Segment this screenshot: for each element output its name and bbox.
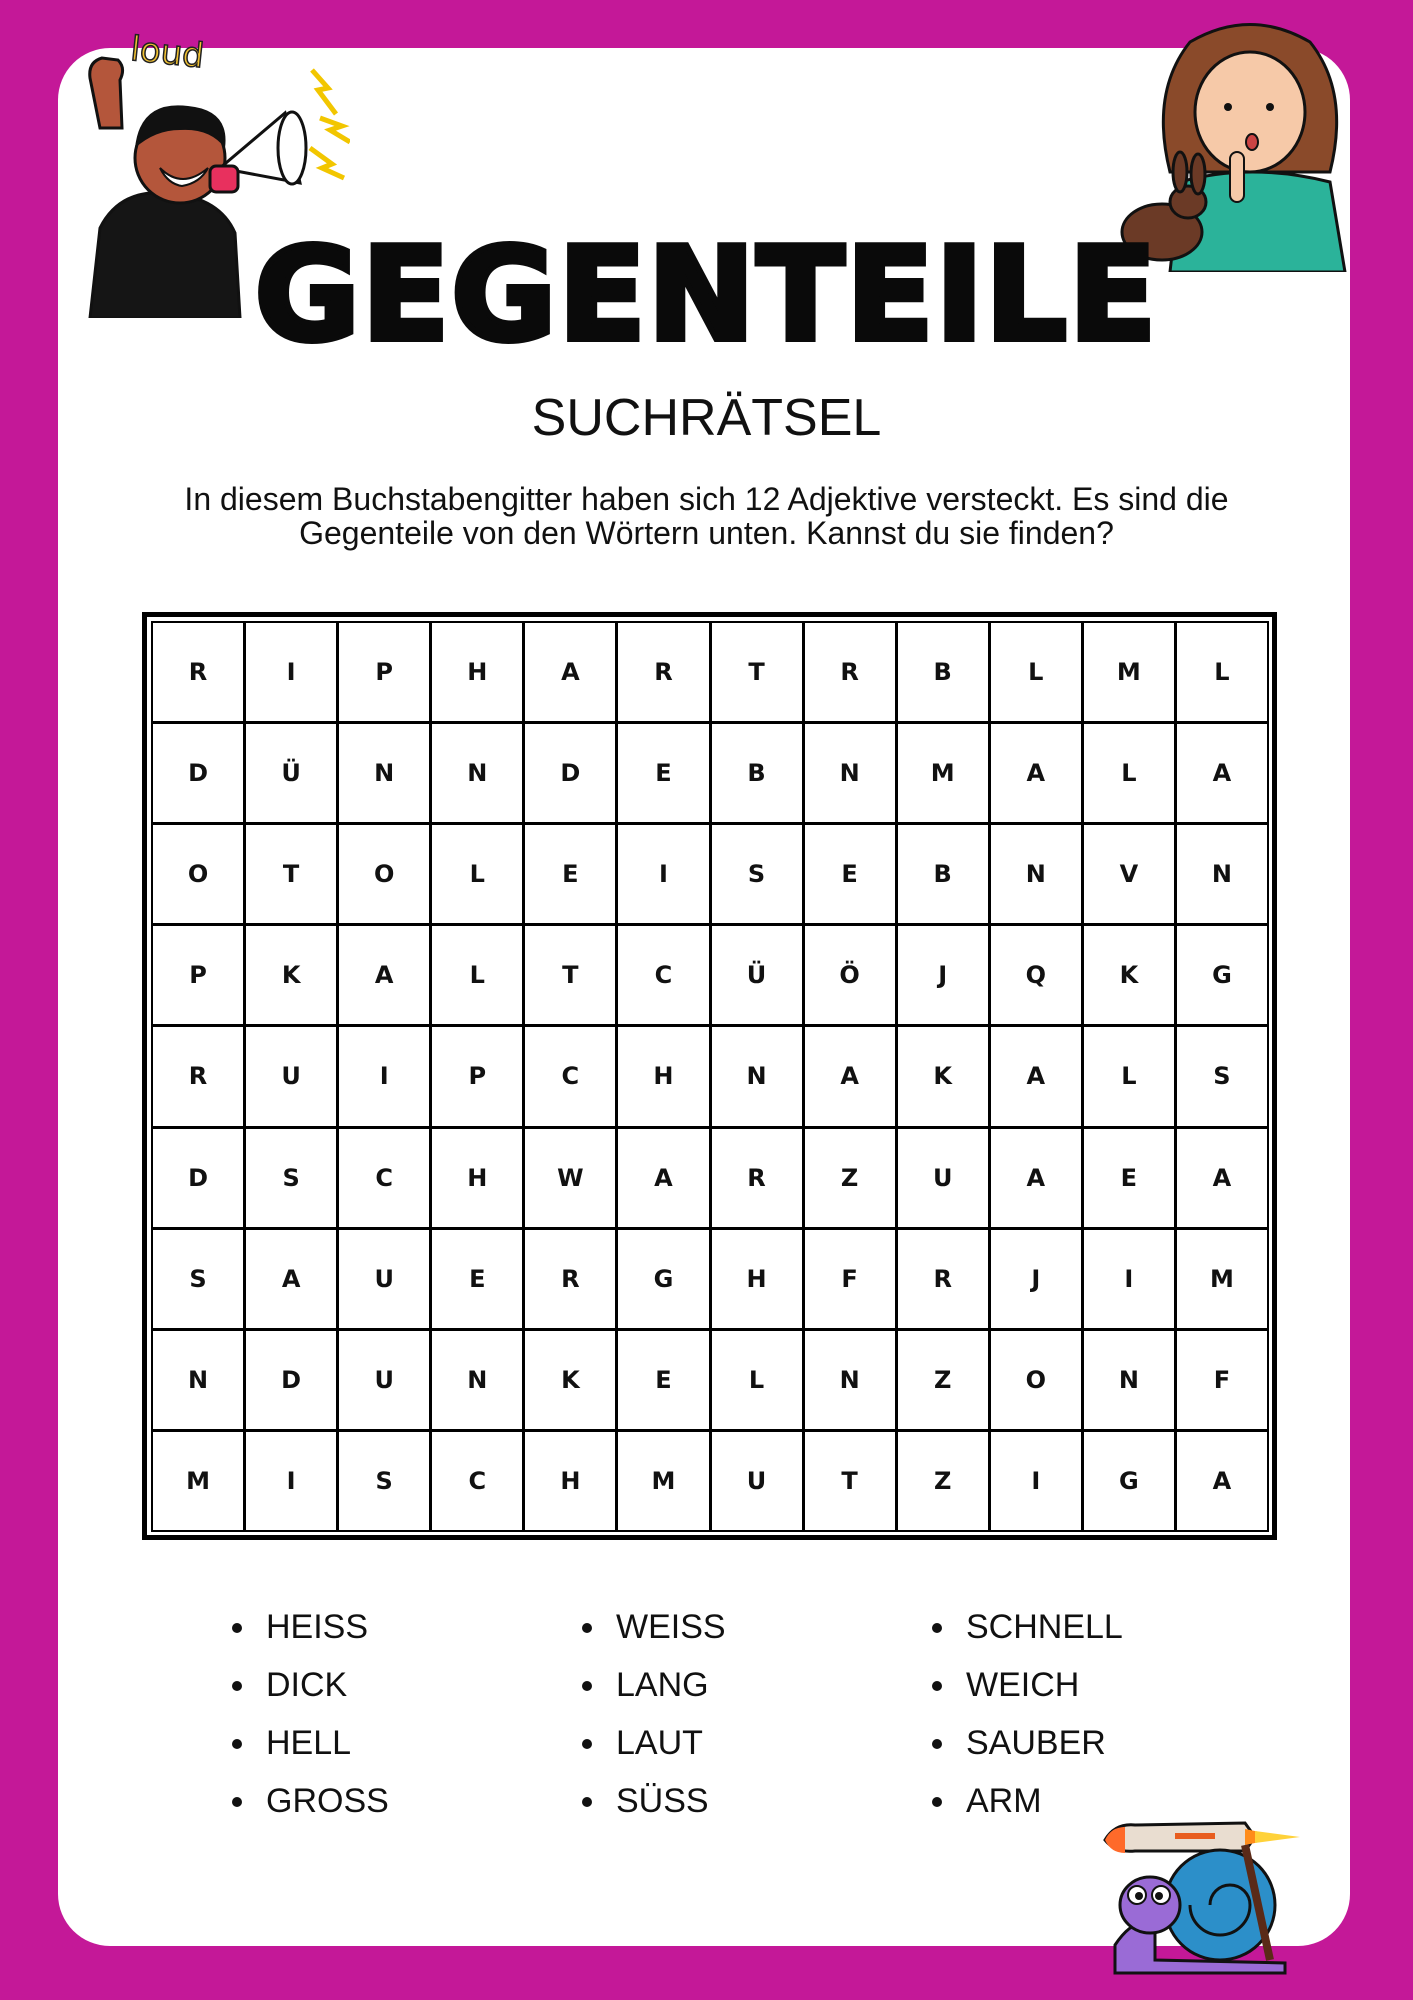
grid-cell: K [244, 924, 338, 1026]
grid-cell: U [337, 1228, 431, 1330]
grid-cell: Q [989, 924, 1083, 1026]
grid-cell: S [151, 1228, 245, 1330]
grid-cell: S [337, 1430, 431, 1532]
word-list-item: SAUBER [928, 1714, 1123, 1772]
grid-cell: Z [896, 1430, 990, 1532]
grid-cell: Z [803, 1127, 897, 1229]
grid-cell: N [151, 1329, 245, 1431]
grid-cell: B [896, 823, 990, 925]
word-list-column-1 [228, 1598, 389, 1830]
grid-cell: O [151, 823, 245, 925]
grid-cell: N [710, 1025, 804, 1127]
grid-cell: G [1175, 924, 1269, 1026]
grid-cell: O [337, 823, 431, 925]
grid-cell: A [523, 621, 617, 723]
grid-cell: T [523, 924, 617, 1026]
grid-cell: B [896, 621, 990, 723]
word-list-item: GROSS [228, 1772, 389, 1830]
grid-cell: E [803, 823, 897, 925]
word-list-item: WEICH [928, 1656, 1123, 1714]
grid-cell: K [523, 1329, 617, 1431]
word-list-item: WEISS [578, 1598, 726, 1656]
grid-cell: D [244, 1329, 338, 1431]
grid-cell: M [1082, 621, 1176, 723]
snail-rocket-illustration [1095, 1745, 1305, 1975]
word-list-item: SÜSS [578, 1772, 726, 1830]
grid-cell: K [1082, 924, 1176, 1026]
grid-cell: E [1082, 1127, 1176, 1229]
grid-cell: L [710, 1329, 804, 1431]
word-list-column-2 [578, 1598, 726, 1830]
grid-cell: N [803, 1329, 897, 1431]
grid-cell: C [523, 1025, 617, 1127]
page-subtitle: SUCHRÄTSEL [531, 389, 882, 447]
grid-cell: C [616, 924, 710, 1026]
grid-cell: T [710, 621, 804, 723]
grid-cell: R [616, 621, 710, 723]
grid-cell: V [1082, 823, 1176, 925]
grid-cell: I [244, 621, 338, 723]
word-list-item: ARM [928, 1772, 1123, 1830]
grid-cell: N [989, 823, 1083, 925]
loud-label: loud [128, 29, 206, 77]
grid-cell: N [1175, 823, 1269, 925]
grid-cell: A [1175, 1127, 1269, 1229]
grid-cell: H [430, 1127, 524, 1229]
grid-cell: P [430, 1025, 524, 1127]
grid-cell: N [430, 1329, 524, 1431]
grid-cell: L [430, 924, 524, 1026]
grid-cell: D [523, 722, 617, 824]
grid-cell: R [803, 621, 897, 723]
grid-cell: I [1082, 1228, 1176, 1330]
grid-cell: R [523, 1228, 617, 1330]
grid-cell: A [989, 1025, 1083, 1127]
grid-cell: F [1175, 1329, 1269, 1431]
grid-cell: P [151, 924, 245, 1026]
grid-cell: E [523, 823, 617, 925]
grid-cell: J [896, 924, 990, 1026]
grid-cell: M [896, 722, 990, 824]
grid-cell: I [244, 1430, 338, 1532]
grid-cell: H [523, 1430, 617, 1532]
grid-cell: H [616, 1025, 710, 1127]
grid-cell: A [337, 924, 431, 1026]
grid-cell: F [803, 1228, 897, 1330]
grid-cell: H [710, 1228, 804, 1330]
grid-cell: E [616, 722, 710, 824]
grid-cell: C [430, 1430, 524, 1532]
grid-cell: K [896, 1025, 990, 1127]
grid-cell: I [337, 1025, 431, 1127]
word-list-item: SCHNELL [928, 1598, 1123, 1656]
word-list-column-3 [928, 1598, 1123, 1830]
grid-cell: N [430, 722, 524, 824]
grid-cell: E [430, 1228, 524, 1330]
grid-cell: E [616, 1329, 710, 1431]
word-list-item: LAUT [578, 1714, 726, 1772]
grid-cell: Ö [803, 924, 897, 1026]
grid-cell: A [989, 722, 1083, 824]
grid-cell: L [1082, 722, 1176, 824]
grid-cell: U [244, 1025, 338, 1127]
grid-cell: G [1082, 1430, 1176, 1532]
grid-cell: A [1175, 722, 1269, 824]
word-list-item: HELL [228, 1714, 389, 1772]
grid-cell: N [1082, 1329, 1176, 1431]
grid-cell: N [337, 722, 431, 824]
instructions-text: In diesem Buchstabengitter haben sich 12 Adjektive versteckt. Es sind die Gegenteile von den Wörtern unten. Kannst du sie finden? [184, 481, 1229, 551]
grid-cell: N [803, 722, 897, 824]
word-list-item: DICK [228, 1656, 389, 1714]
grid-cell: M [616, 1430, 710, 1532]
grid-cell: A [1175, 1430, 1269, 1532]
grid-cell: S [710, 823, 804, 925]
grid-cell: L [1175, 621, 1269, 723]
grid-cell: B [710, 722, 804, 824]
grid-cell: I [616, 823, 710, 925]
grid-cell: A [244, 1228, 338, 1330]
grid-cell: Ü [710, 924, 804, 1026]
grid-cell: U [337, 1329, 431, 1431]
grid-cell: O [989, 1329, 1083, 1431]
grid-cell: Z [896, 1329, 990, 1431]
grid-cell: C [337, 1127, 431, 1229]
grid-cell: R [151, 621, 245, 723]
grid-cell: P [337, 621, 431, 723]
grid-cell: G [616, 1228, 710, 1330]
grid-cell: S [244, 1127, 338, 1229]
grid-cell: A [989, 1127, 1083, 1229]
grid-cell: L [989, 621, 1083, 723]
grid-cell: U [710, 1430, 804, 1532]
grid-cell: R [710, 1127, 804, 1229]
grid-cell: T [803, 1430, 897, 1532]
grid-cell: L [1082, 1025, 1176, 1127]
grid-cell: D [151, 722, 245, 824]
grid-cell: L [430, 823, 524, 925]
grid-cell: M [1175, 1228, 1269, 1330]
page-title: GEGENTEILE [254, 221, 1159, 370]
grid-cell: I [989, 1430, 1083, 1532]
grid-cell: D [151, 1127, 245, 1229]
grid-cell: A [803, 1025, 897, 1127]
grid-cell: R [151, 1025, 245, 1127]
grid-cell: H [430, 621, 524, 723]
grid-cell: M [151, 1430, 245, 1532]
word-search-grid [142, 612, 1277, 1540]
word-list-item: LANG [578, 1656, 726, 1714]
grid-cell: Ü [244, 722, 338, 824]
grid-cell: U [896, 1127, 990, 1229]
word-list-item: HEISS [228, 1598, 389, 1656]
grid-cell: J [989, 1228, 1083, 1330]
grid-cell: S [1175, 1025, 1269, 1127]
grid-cell: R [896, 1228, 990, 1330]
grid-cell: W [523, 1127, 617, 1229]
grid-cell: T [244, 823, 338, 925]
grid-cell: A [616, 1127, 710, 1229]
